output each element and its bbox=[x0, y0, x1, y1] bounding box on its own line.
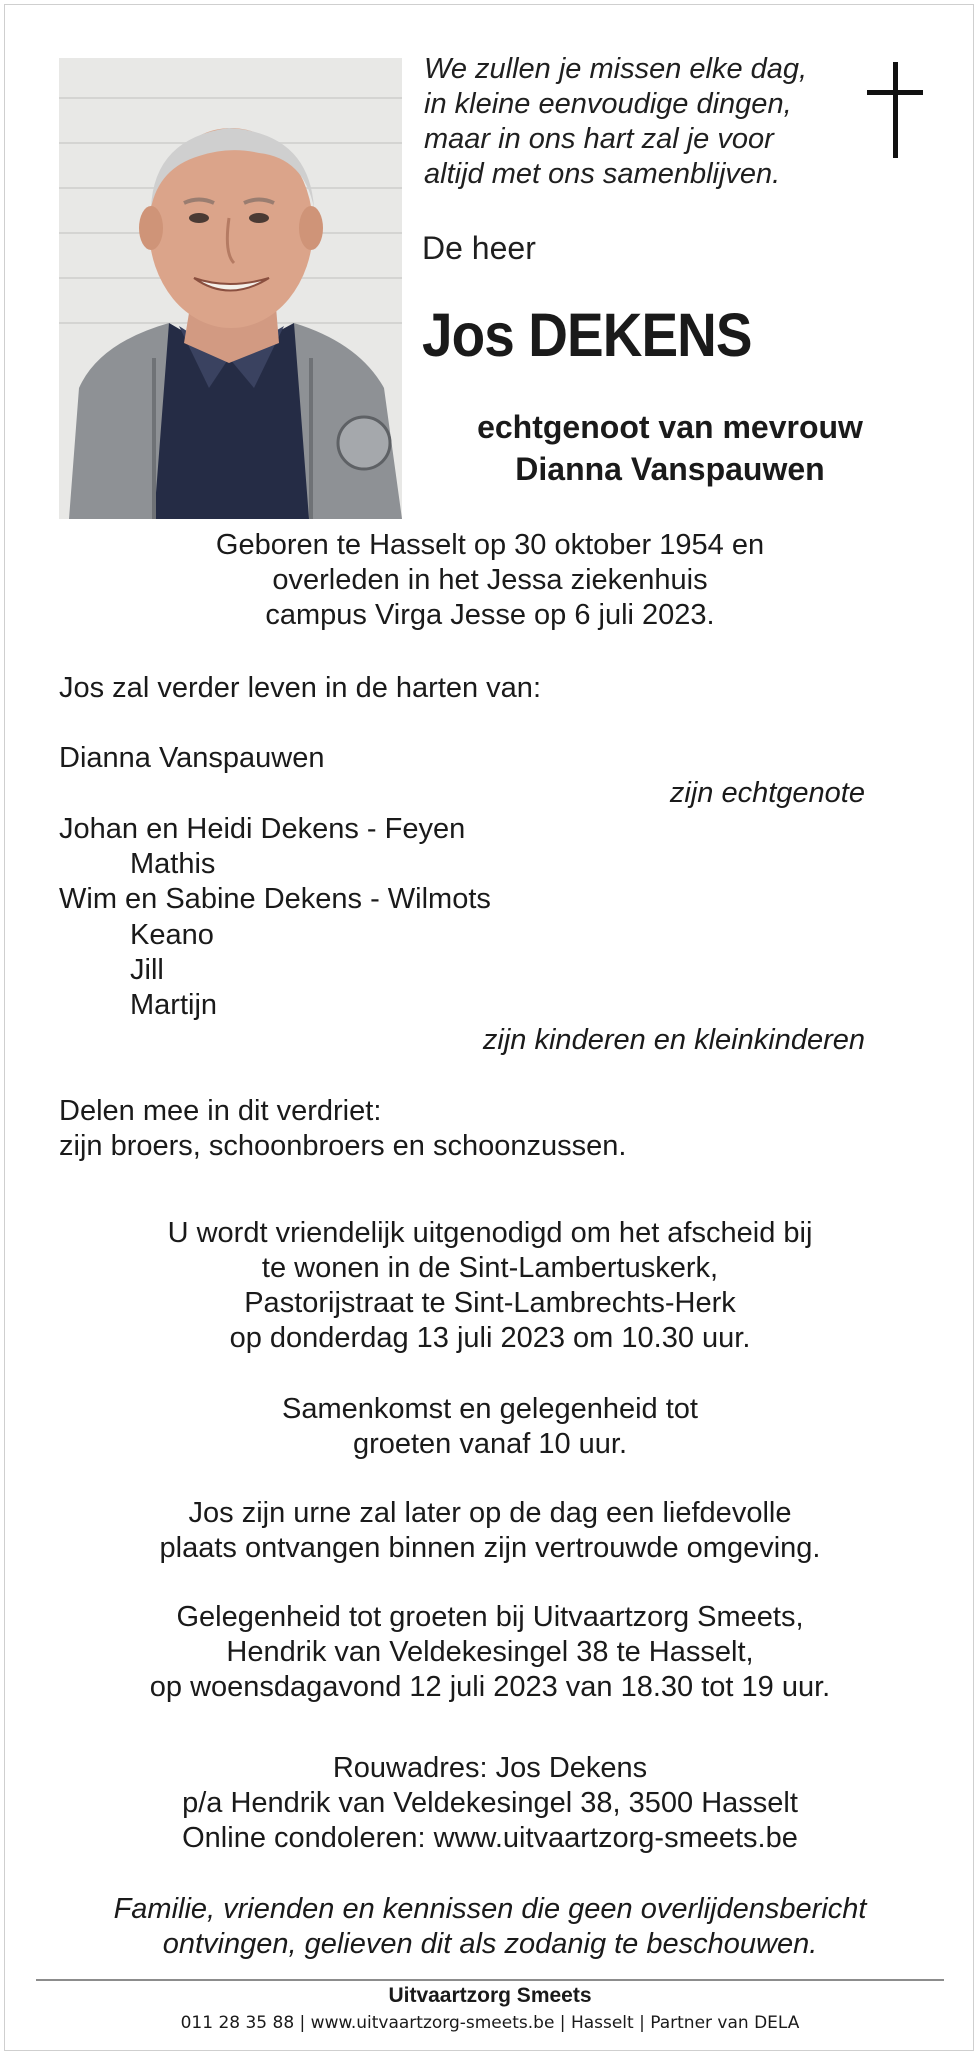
family-grandchild-1: Mathis bbox=[130, 848, 216, 880]
poem-line: in kleine eenvoudige dingen, bbox=[424, 88, 792, 120]
family-child-1: Johan en Heidi Dekens - Feyen bbox=[59, 813, 466, 845]
poem bbox=[424, 52, 864, 192]
portrait-photo bbox=[59, 58, 402, 519]
family-wife: Dianna Vanspauwen bbox=[59, 742, 325, 774]
text-line: plaats ontvangen binnen zijn vertrouwde omgeving. bbox=[159, 1532, 821, 1564]
text-line: zijn broers, schoonbroers en schoonzussen. bbox=[59, 1130, 627, 1162]
text-line: te wonen in de Sint-Lambertuskerk, bbox=[261, 1252, 719, 1284]
text-line: Rouwadres: Jos Dekens bbox=[332, 1752, 648, 1784]
text-line: op woensdagavond 12 juli 2023 van 18.30 tot 19 uur. bbox=[149, 1671, 831, 1703]
text-line: Jos zijn urne zal later op de dag een liefdevolle bbox=[188, 1497, 792, 1529]
family-grandchild-2: Keano bbox=[130, 919, 214, 951]
text-line: Familie, vrienden en kennissen die geen overlijdensbericht bbox=[113, 1893, 867, 1925]
footer-company: Uitvaartzorg Smeets bbox=[388, 1984, 592, 2007]
title-prefix: De heer bbox=[422, 230, 536, 266]
text-line: Samenkomst en gelegenheid tot bbox=[282, 1393, 698, 1425]
spouse-line: echtgenoot van mevrouw bbox=[477, 409, 863, 445]
text-line: ontvingen, gelieven dit als zodanig te beschouwen. bbox=[162, 1928, 818, 1960]
family-children-role: zijn kinderen en kleinkinderen bbox=[482, 1024, 865, 1056]
portrait-illustration bbox=[59, 58, 402, 519]
gathering-info bbox=[59, 1392, 921, 1462]
text-line: Hendrik van Veldekesingel 38 te Hasselt, bbox=[226, 1636, 754, 1668]
text-line: Gelegenheid tot groeten bij Uitvaartzorg Smeets, bbox=[176, 1601, 804, 1633]
poem-line: altijd met ons samenblijven. bbox=[424, 158, 781, 190]
poem-line: We zullen je missen elke dag, bbox=[424, 53, 808, 85]
urn-info bbox=[59, 1496, 921, 1566]
birth-death-info bbox=[59, 528, 921, 633]
notice bbox=[59, 1892, 921, 1962]
text-line: p/a Hendrik van Veldekesingel 38, 3500 Hasselt bbox=[182, 1787, 798, 1819]
text-line: groeten vanaf 10 uur. bbox=[352, 1428, 628, 1460]
family-grandchild-4: Martijn bbox=[130, 989, 218, 1021]
spouse-info bbox=[430, 406, 910, 490]
poem-line: maar in ons hart zal je voor bbox=[424, 123, 774, 155]
ceremony-info bbox=[59, 1216, 921, 1356]
cross-icon bbox=[865, 60, 925, 160]
text-line: Delen mee in dit verdriet: bbox=[59, 1095, 382, 1127]
text-line: Geboren te Hasselt op 30 oktober 1954 en bbox=[215, 529, 765, 561]
text-line: Pastorijstraat te Sint-Lambrechts-Herk bbox=[244, 1287, 736, 1319]
footer-contact: 011 28 35 88 | www.uitvaartzorg-smeets.be | Hasselt | Partner van DELA bbox=[180, 2013, 800, 2033]
text-line: op donderdag 13 juli 2023 om 10.30 uur. bbox=[229, 1322, 751, 1354]
address-info bbox=[59, 1751, 921, 1856]
greeting-info bbox=[59, 1600, 921, 1705]
deceased-name: Jos DEKENS bbox=[422, 301, 752, 369]
text-line: Online condoleren: www.uitvaartzorg-smeets.be bbox=[182, 1822, 798, 1854]
family-intro: Jos zal verder leven in de harten van: bbox=[59, 672, 541, 704]
family-wife-role: zijn echtgenote bbox=[669, 777, 865, 809]
family-grandchild-3: Jill bbox=[130, 954, 164, 986]
text-line: U wordt vriendelijk uitgenodigd om het afscheid bij bbox=[167, 1217, 813, 1249]
text-line: overleden in het Jessa ziekenhuis bbox=[272, 564, 708, 596]
family-child-2: Wim en Sabine Dekens - Wilmots bbox=[59, 883, 491, 915]
spouse-name: Dianna Vanspauwen bbox=[515, 451, 825, 487]
footer-divider bbox=[36, 1979, 944, 1981]
sharing-info bbox=[59, 1094, 626, 1164]
text-line: campus Virga Jesse op 6 juli 2023. bbox=[265, 599, 715, 631]
